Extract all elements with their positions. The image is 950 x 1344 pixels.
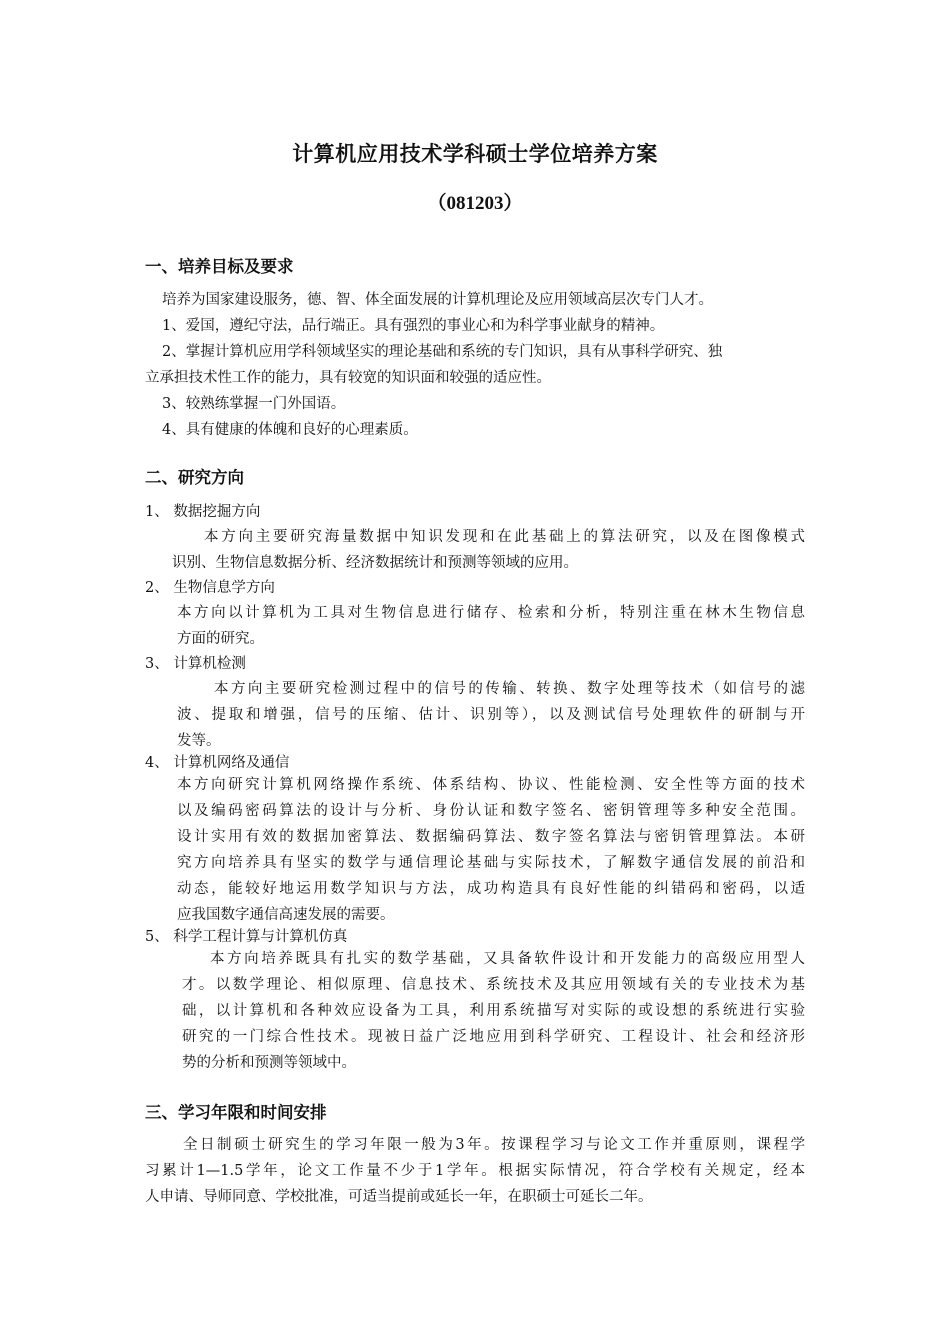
direction-3-line: 本方向主要研究检测过程中的信号的传输、转换、数字处理等技术（如信号的滤 [214, 681, 805, 697]
section1-body [162, 287, 722, 365]
direction-4-line: 动态，能较好地运用数学知识与方法，成功构造具有良好性能的纠错码和密码，以适 [177, 881, 805, 897]
section1-item3: 3、较熟练掌握一门外国语。 [162, 396, 346, 412]
discipline-code: （081203） [427, 193, 523, 214]
direction-2-line: 方面的研究。 [177, 631, 264, 647]
direction-4-line: 应我国数字通信高速发展的需要。 [177, 907, 395, 923]
section3-line: 人申请、导师同意、学校批准，可适当提前或延长一年，在职硕士可延长二年。 [145, 1189, 653, 1205]
direction-5-line: 才。以数学理论、相似原理、信息技术、系统技术及其应用领域有关的专业技术为基 [182, 977, 805, 993]
direction-3-name: 计算机检测 [173, 656, 246, 672]
direction-4-num: 4、 [145, 755, 169, 771]
direction-3-desc [177, 676, 805, 754]
section3-line: 全日制硕士研究生的学习年限一般为3年。按课程学习与论文工作并重原则，课程学 [183, 1137, 805, 1153]
direction-1-name: 数据挖掘方向 [173, 504, 261, 520]
direction-2-num: 2、 [145, 580, 169, 596]
direction-1-desc [172, 524, 805, 576]
direction-4-line: 本方向研究计算机网络操作系统、体系结构、协议、性能检测、安全性等方面的技术 [177, 777, 805, 793]
direction-5-line: 本方向培养既具有扎实的数学基础，又具备软件设计和开发能力的高级应用型人 [210, 951, 805, 967]
direction-4-title [145, 751, 289, 772]
section2-heading: 二、研究方向 [145, 468, 244, 487]
section1-item1: 1、爱国，遵纪守法，品行端正。具有强烈的事业心和为科学事业献身的精神。 [162, 318, 665, 334]
document-title: 计算机应用技术学科硕士学位培养方案 [292, 142, 658, 166]
section3-line: 习累计1—1.5学年，论文工作量不少于1学年。根据实际情况，符合学校有关规定，经本 [145, 1163, 805, 1179]
direction-5-num: 5、 [145, 929, 169, 945]
section1-item2-line1: 2、掌握计算机应用学科领域坚实的理论基础和系统的专门知识，具有从事科学研究、独 [162, 344, 723, 360]
direction-1-line: 本方向主要研究海量数据中知识发现和在此基础上的算法研究，以及在图像模式 [204, 529, 805, 545]
direction-2-desc [177, 600, 805, 652]
section1-item2-cont [145, 365, 551, 391]
section1-items-rest [162, 391, 418, 443]
section1-intro: 培养为国家建设服务，德、智、体全面发展的计算机理论及应用领域高层次专门人才。 [162, 292, 713, 308]
direction-2-title [145, 576, 275, 597]
direction-4-desc [177, 772, 805, 928]
direction-3-line: 发等。 [177, 733, 221, 749]
direction-5-line: 础，以计算机和各种效应设备为工具，利用系统描写对实际的或设想的系统进行实验 [182, 1003, 805, 1019]
direction-3-num: 3、 [145, 656, 169, 672]
direction-4-name: 计算机网络及通信 [173, 755, 290, 771]
direction-5-line: 势的分析和预测等领域中。 [182, 1055, 356, 1071]
direction-5-line: 研究的一门综合性技术。现被日益广泛地应用到科学研究、工程设计、社会和经济形 [182, 1029, 805, 1045]
direction-4-line: 设计实用有效的数据加密算法、数据编码算法、数字签名算法与密钥管理算法。本研 [177, 829, 805, 845]
section1-item2-line2: 立承担技术性工作的能力，具有较宽的知识面和较强的适应性。 [145, 370, 551, 386]
direction-2-line: 本方向以计算机为工具对生物信息进行储存、检索和分析，特别注重在林木生物信息 [177, 605, 805, 621]
direction-1-title [145, 500, 260, 521]
direction-1-line: 识别、生物信息数据分析、经济数据统计和预测等领域的应用。 [172, 555, 578, 571]
section1-item4: 4、具有健康的体魄和良好的心理素质。 [162, 422, 418, 438]
direction-1-num: 1、 [145, 504, 169, 520]
direction-5-desc [182, 946, 805, 1076]
section3-heading: 三、学习年限和时间安排 [145, 1103, 327, 1122]
direction-2-name: 生物信息学方向 [173, 580, 275, 596]
direction-5-name: 科学工程计算与计算机仿真 [173, 929, 348, 945]
direction-3-title [145, 652, 246, 673]
section1-heading: 一、培养目标及要求 [145, 257, 294, 276]
direction-4-line: 究方向培养具有坚实的数学与通信理论基础与实际技术，了解数字通信发展的前沿和 [177, 855, 805, 871]
direction-4-line: 以及编码密码算法的设计与分析、身份认证和数字签名、密钥管理等多种安全范围。 [177, 803, 805, 819]
section3-body [145, 1132, 805, 1210]
direction-5-title [145, 925, 347, 946]
direction-3-line: 波、提取和增强，信号的压缩、估计、识别等），以及测试信号处理软件的研制与开 [177, 707, 805, 723]
